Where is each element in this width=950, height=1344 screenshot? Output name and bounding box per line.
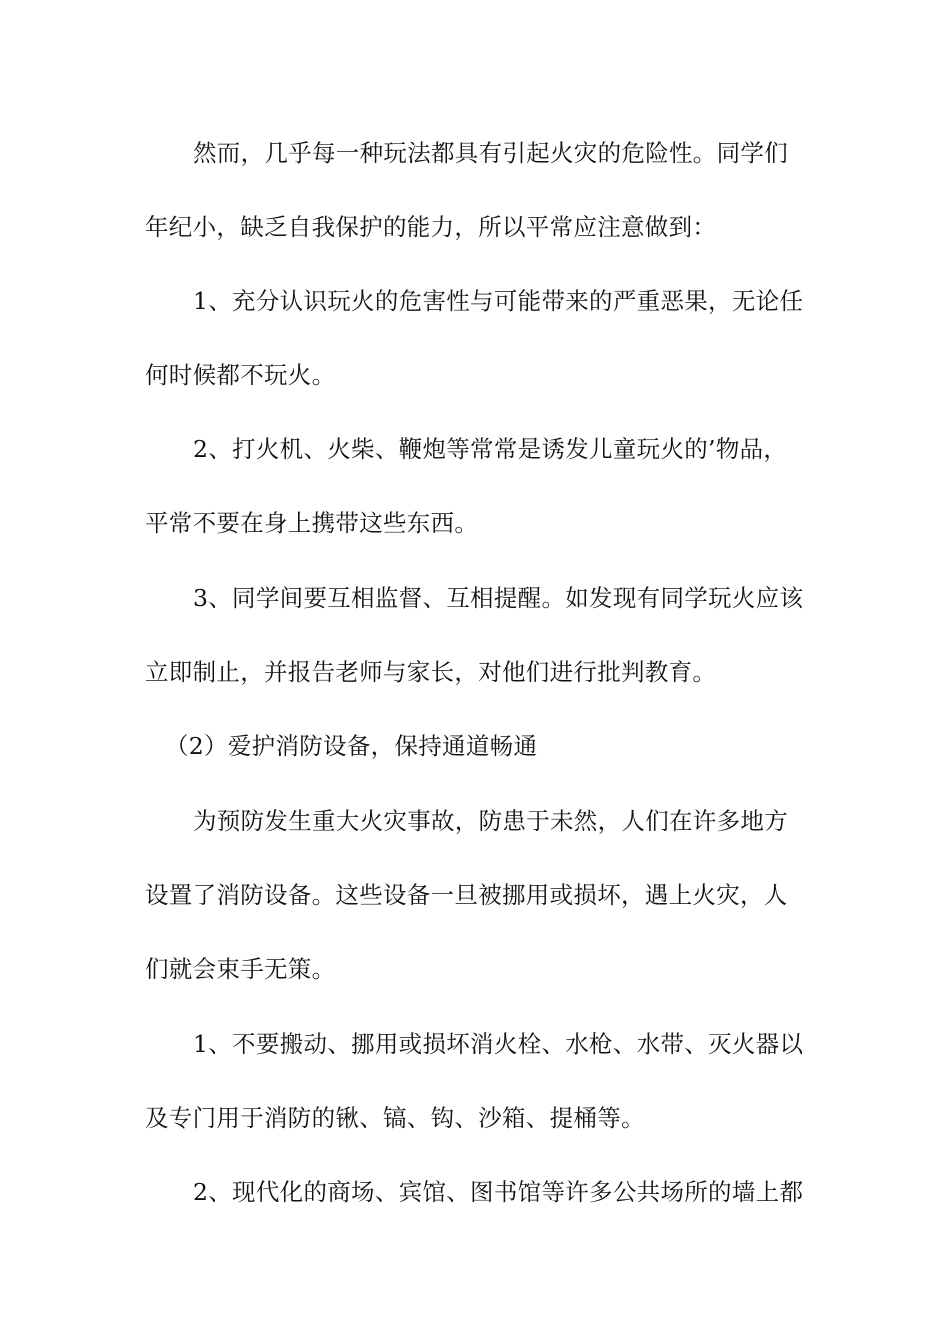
list-item-line: 平常不要在身上携带这些东西。 — [145, 509, 479, 537]
list-item-line: 2、打火机、火柴、鞭炮等常常是诱发儿童玩火的’物品， — [193, 435, 788, 463]
paragraph-line: 年纪小，缺乏自我保护的能力，所以平常应注意做到： — [145, 213, 717, 241]
list-item-line: 1、充分认识玩火的危害性与可能带来的严重恶果，无论任 — [193, 287, 804, 315]
list-item-line: 立即制止，并报告老师与家长，对他们进行批判教育。 — [145, 658, 717, 686]
list-item-line: 及专门用于消防的锹、镐、钩、沙箱、提桶等。 — [145, 1104, 645, 1132]
section-heading: （2）爱护消防设备，保持通道畅通 — [165, 732, 538, 760]
list-item-line: 何时候都不玩火。 — [145, 361, 336, 389]
paragraph-line: 然而，几乎每一种玩法都具有引起火灾的危险性。同学们 — [193, 139, 788, 167]
paragraph-line: 设置了消防设备。这些设备一旦被挪用或损坏，遇上火灾，人 — [145, 881, 788, 909]
list-item-line: 3、同学间要互相监督、互相提醒。如发现有同学玩火应该 — [193, 584, 804, 612]
list-item-line: 1、不要搬动、挪用或损坏消火栓、水枪、水带、灭火器以 — [193, 1030, 804, 1058]
list-item-line: 2、现代化的商场、宾馆、图书馆等许多公共场所的墙上都 — [193, 1178, 804, 1206]
paragraph-line: 们就会束手无策。 — [145, 955, 336, 983]
paragraph-line: 为预防发生重大火灾事故，防患于未然，人们在许多地方 — [193, 807, 788, 835]
